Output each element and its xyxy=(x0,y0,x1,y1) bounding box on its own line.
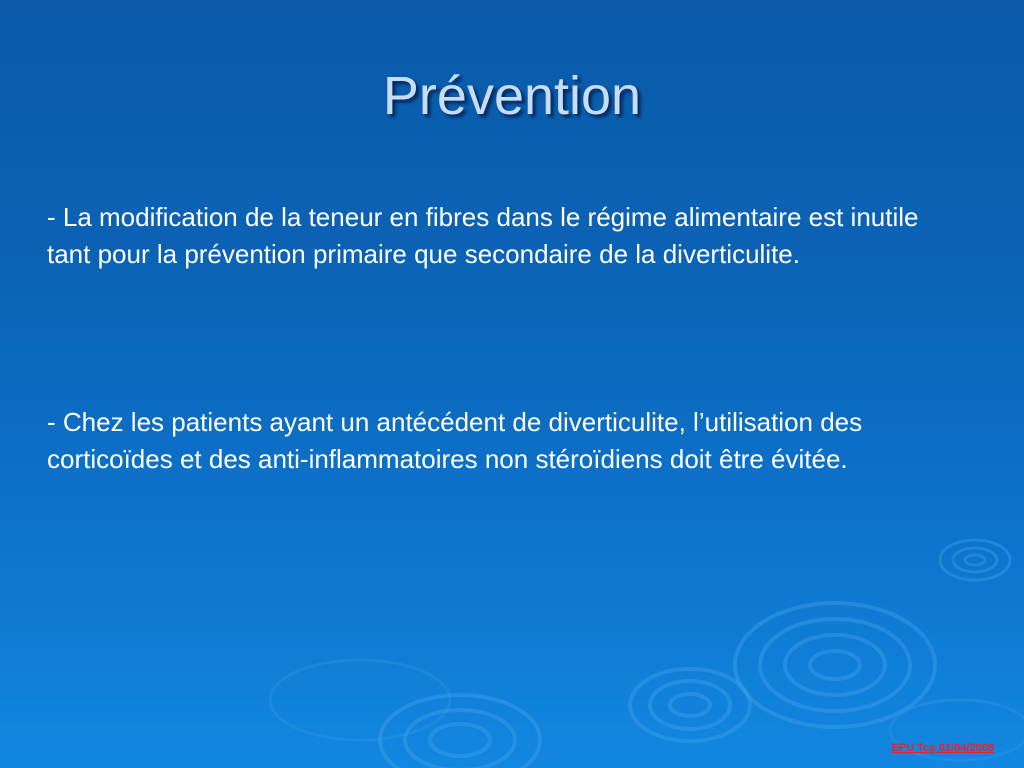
paragraph-fiber: - La modification de la teneur en fibres dans le régime alimentaire est inutile tant pour la prévention primaire que secondaire de la diverticulite. xyxy=(47,202,919,269)
paragraph-anti-inflammatory: - Chez les patients ayant un antécédent de diverticulite, l’utilisation des corticoïdes et des anti-inflammatoires non stéroïdiens doit être évitée. xyxy=(47,407,863,474)
footer-label[interactable]: EPU Tcg 01/04/2008 xyxy=(891,742,994,754)
slide-title: Prévention xyxy=(382,66,642,126)
